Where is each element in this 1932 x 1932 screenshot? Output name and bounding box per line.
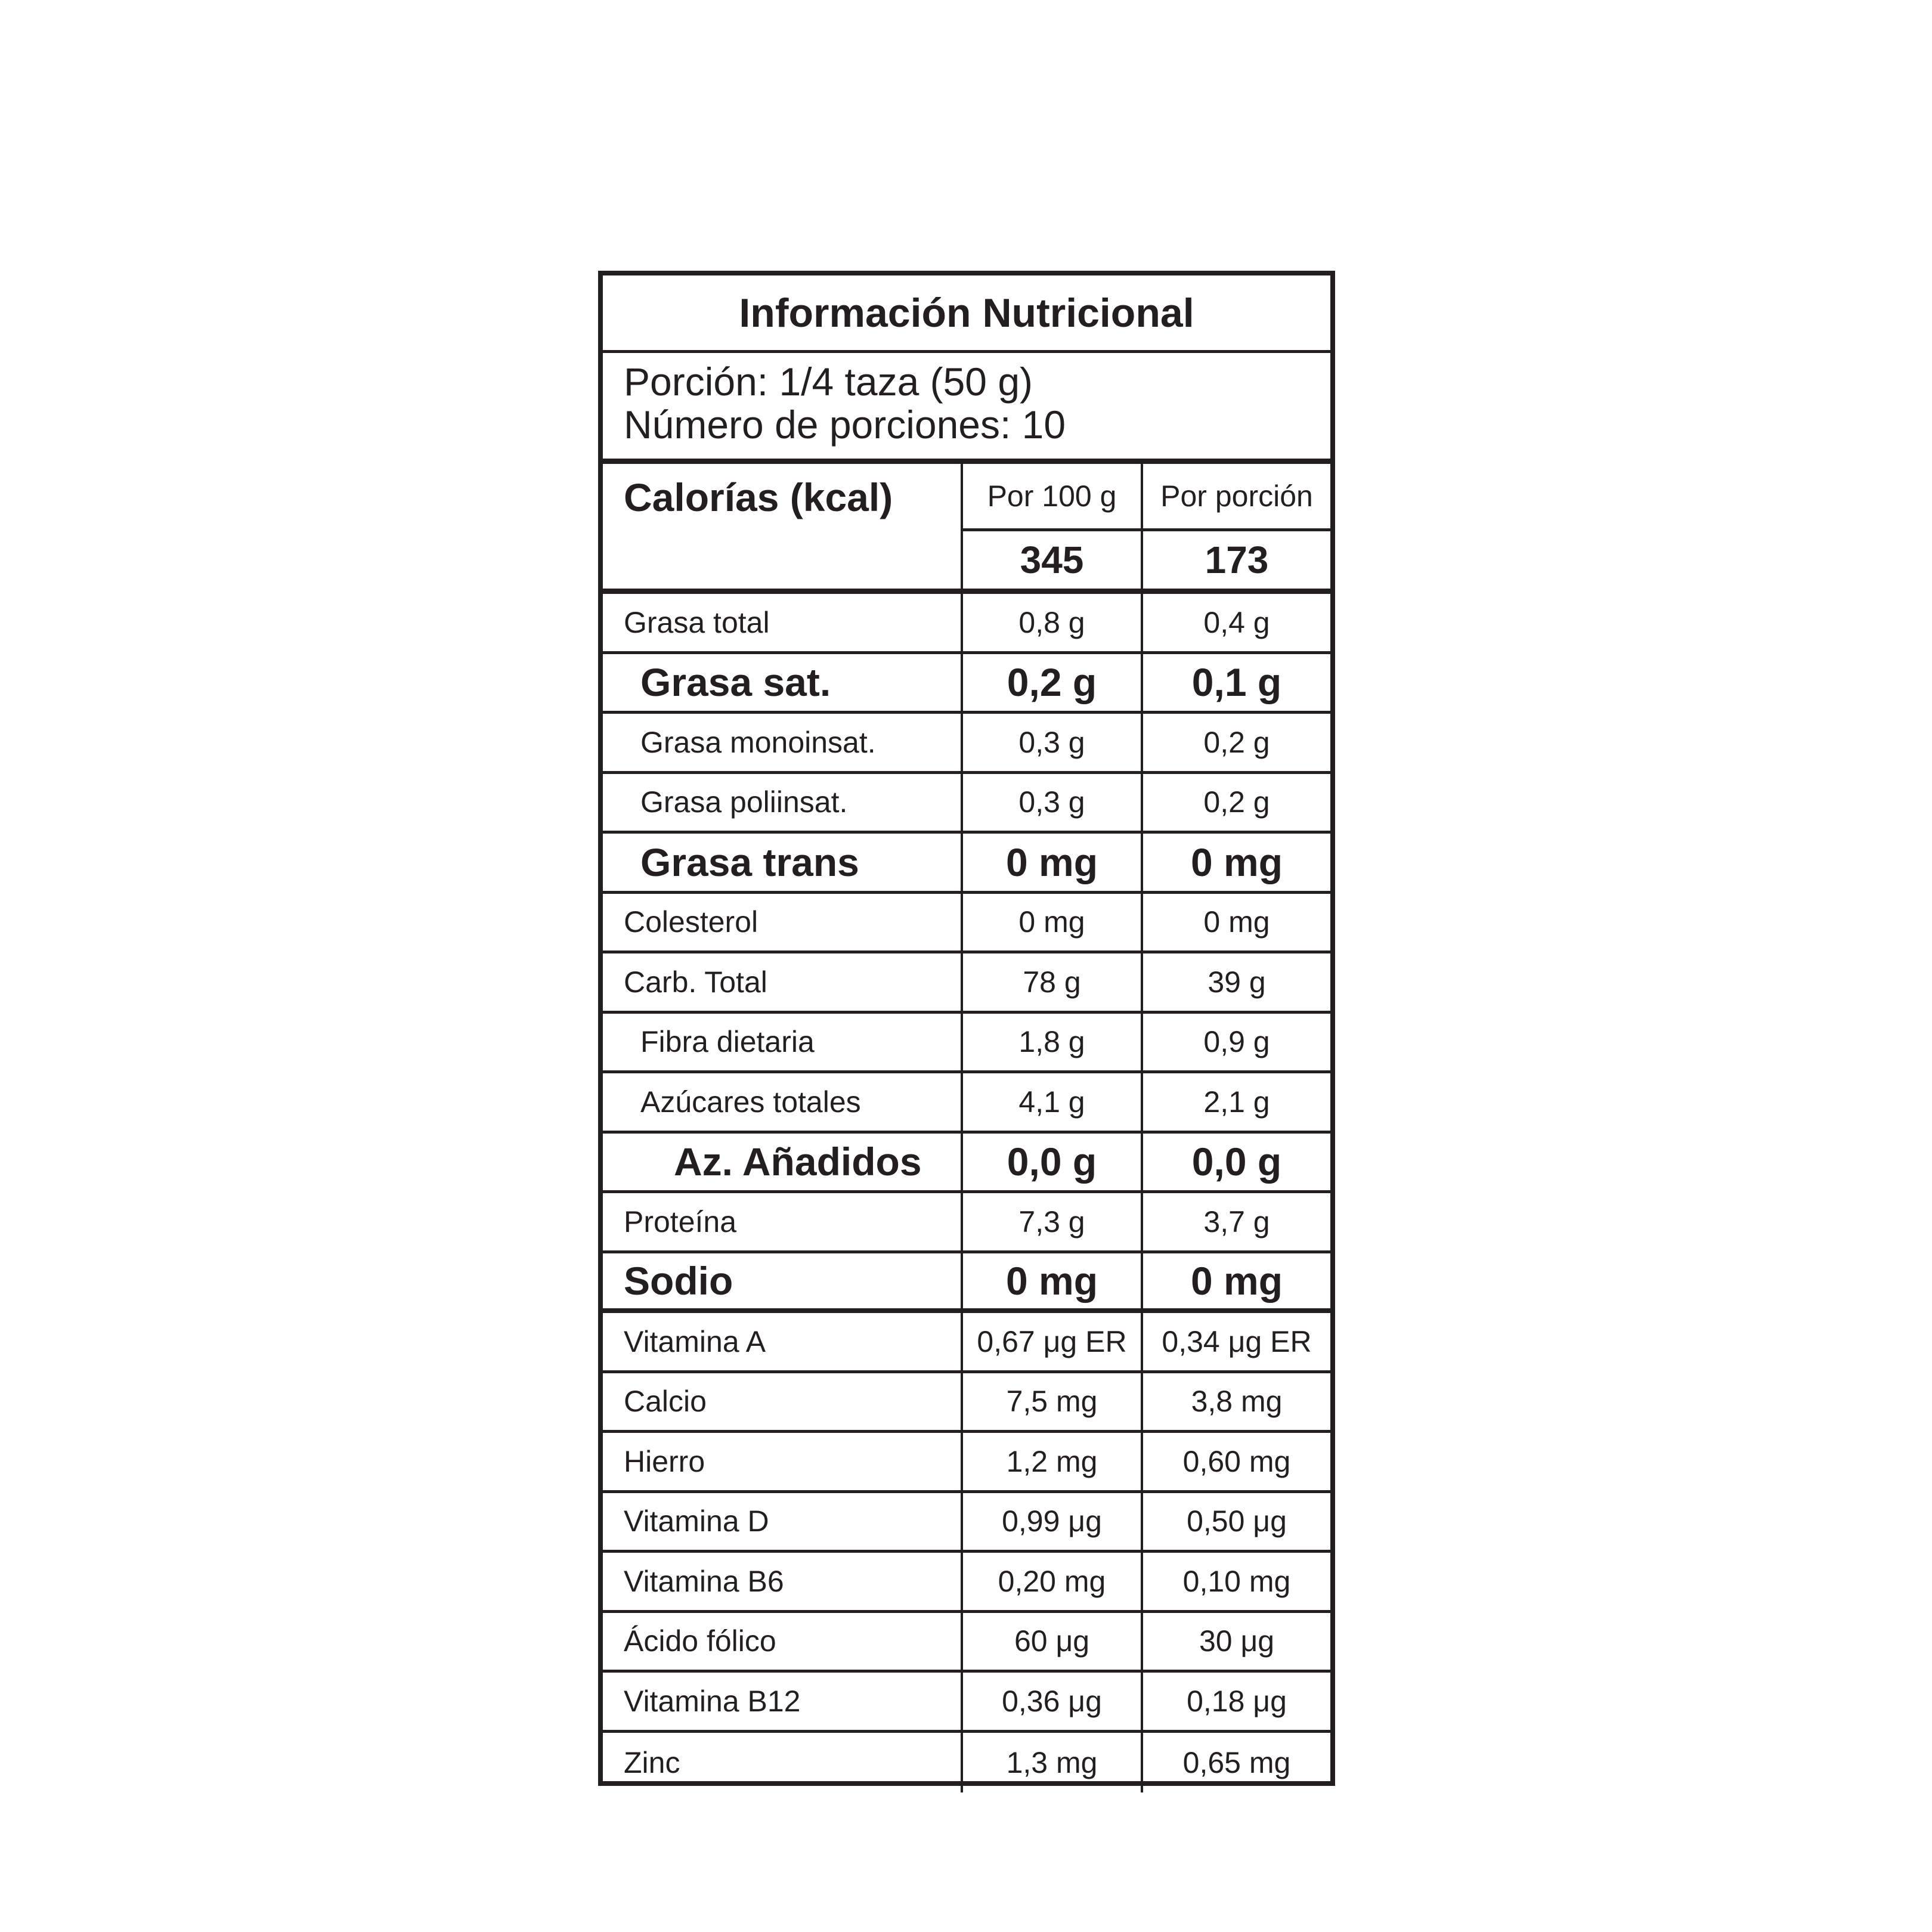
value-per-100g: 78 g (961, 953, 1141, 1011)
value-per-serving: 0,4 g (1141, 594, 1330, 651)
value-per-serving: 0 mg (1141, 1253, 1330, 1309)
nutrient-row (603, 594, 1330, 654)
nutrient-row (603, 1134, 1330, 1194)
value-per-100g: 0,8 g (961, 594, 1141, 651)
value-per-serving: 0,9 g (1141, 1014, 1330, 1071)
nutrient-name: Proteína (624, 1205, 737, 1239)
nutrient-row (603, 1313, 1330, 1373)
value-per-serving: 0,50 μg (1141, 1493, 1330, 1550)
value-per-100g: 0,99 μg (961, 1493, 1141, 1550)
nutrient-name: Hierro (624, 1444, 705, 1478)
value-per-100g: 60 μg (961, 1613, 1141, 1670)
panel-title: Información Nutricional (603, 275, 1330, 353)
nutrition-facts-panel (598, 271, 1335, 1786)
value-per-serving: 0,2 g (1141, 774, 1330, 831)
nutrient-row (603, 953, 1330, 1014)
nutrient-name: Azúcares totales (640, 1085, 861, 1119)
value-per-100g: 0 mg (961, 834, 1141, 891)
value-per-100g: 7,3 g (961, 1193, 1141, 1250)
value-per-100g: 0 mg (961, 1253, 1141, 1309)
nutrient-name: Az. Añadidos (674, 1140, 922, 1184)
value-per-100g: 0,20 mg (961, 1553, 1141, 1610)
nutrient-name: Sodio (624, 1258, 733, 1303)
nutrient-name: Calcio (624, 1385, 707, 1419)
nutrient-row (603, 1373, 1330, 1433)
nutrient-row (603, 654, 1330, 714)
nutrient-name: Fibra dietaria (640, 1025, 815, 1059)
nutrient-row (603, 1433, 1330, 1493)
nutrient-name: Colesterol (624, 905, 758, 939)
calories-section (603, 464, 1330, 594)
value-per-serving: 0,1 g (1141, 654, 1330, 711)
calories-label: Calorías (kcal) (624, 475, 893, 519)
nutrient-row (603, 1493, 1330, 1553)
value-per-100g: 0,67 μg ER (961, 1313, 1141, 1370)
nutrient-name: Vitamina A (624, 1324, 766, 1358)
value-per-100g: 4,1 g (961, 1073, 1141, 1131)
value-per-100g: 1,3 mg (961, 1733, 1141, 1793)
value-per-serving: 0,0 g (1141, 1134, 1330, 1191)
value-per-serving: 3,7 g (1141, 1193, 1330, 1250)
value-per-serving: 0,18 μg (1141, 1673, 1330, 1730)
value-per-serving: 0 mg (1141, 834, 1330, 891)
value-per-100g: 1,8 g (961, 1014, 1141, 1071)
nutrient-name: Grasa total (624, 605, 770, 639)
nutrient-row (603, 1553, 1330, 1613)
value-per-100g: 0,2 g (961, 654, 1141, 711)
nutrient-row (603, 894, 1330, 954)
nutrient-name: Grasa monoinsat. (640, 725, 876, 759)
value-per-serving: 30 μg (1141, 1613, 1330, 1670)
value-per-serving: 39 g (1141, 953, 1330, 1011)
serving-info (603, 353, 1330, 464)
value-per-100g: 0 mg (961, 894, 1141, 951)
nutrient-rows (603, 594, 1330, 1781)
value-per-serving: 0 mg (1141, 894, 1330, 951)
value-per-100g: 1,2 mg (961, 1433, 1141, 1490)
nutrient-name: Vitamina B12 (624, 1684, 801, 1718)
nutrient-row (603, 1733, 1330, 1793)
nutrient-row (603, 1253, 1330, 1314)
value-per-serving: 0,65 mg (1141, 1733, 1330, 1793)
nutrient-row (603, 834, 1330, 894)
nutrient-row (603, 1014, 1330, 1074)
nutrient-name: Vitamina B6 (624, 1564, 784, 1598)
nutrient-name: Grasa trans (640, 840, 859, 884)
calories-per-serving: 173 (1205, 538, 1269, 581)
nutrient-name: Ácido fólico (624, 1624, 776, 1658)
value-per-100g: 7,5 mg (961, 1373, 1141, 1431)
per-serving-header: Por porción (1143, 464, 1330, 531)
nutrient-row (603, 1613, 1330, 1673)
nutrient-row (603, 1193, 1330, 1253)
value-per-serving: 0,34 μg ER (1141, 1313, 1330, 1370)
nutrient-row (603, 1673, 1330, 1733)
value-per-100g: 0,3 g (961, 774, 1141, 831)
nutrient-name: Grasa poliinsat. (640, 785, 848, 819)
per-serving-column (1141, 464, 1330, 589)
value-per-100g: 0,36 μg (961, 1673, 1141, 1730)
value-per-serving: 2,1 g (1141, 1073, 1330, 1131)
nutrient-row (603, 1073, 1330, 1134)
value-per-100g: 0,0 g (961, 1134, 1141, 1191)
serving-size: Porción: 1/4 taza (50 g) (624, 360, 1033, 404)
value-per-serving: 0,10 mg (1141, 1553, 1330, 1610)
calories-per-100g: 345 (1020, 538, 1084, 581)
value-per-serving: 0,60 mg (1141, 1433, 1330, 1490)
value-per-serving: 3,8 mg (1141, 1373, 1330, 1431)
servings-per-container: Número de porciones: 10 (624, 402, 1066, 447)
nutrient-name: Vitamina D (624, 1504, 769, 1538)
per-100g-header: Por 100 g (963, 464, 1141, 531)
per-100g-column (961, 464, 1141, 589)
nutrient-name: Zinc (624, 1745, 680, 1779)
nutrient-row (603, 714, 1330, 774)
nutrient-row (603, 774, 1330, 834)
nutrient-name: Carb. Total (624, 965, 767, 999)
value-per-serving: 0,2 g (1141, 714, 1330, 771)
value-per-100g: 0,3 g (961, 714, 1141, 771)
nutrient-name: Grasa sat. (640, 660, 831, 705)
